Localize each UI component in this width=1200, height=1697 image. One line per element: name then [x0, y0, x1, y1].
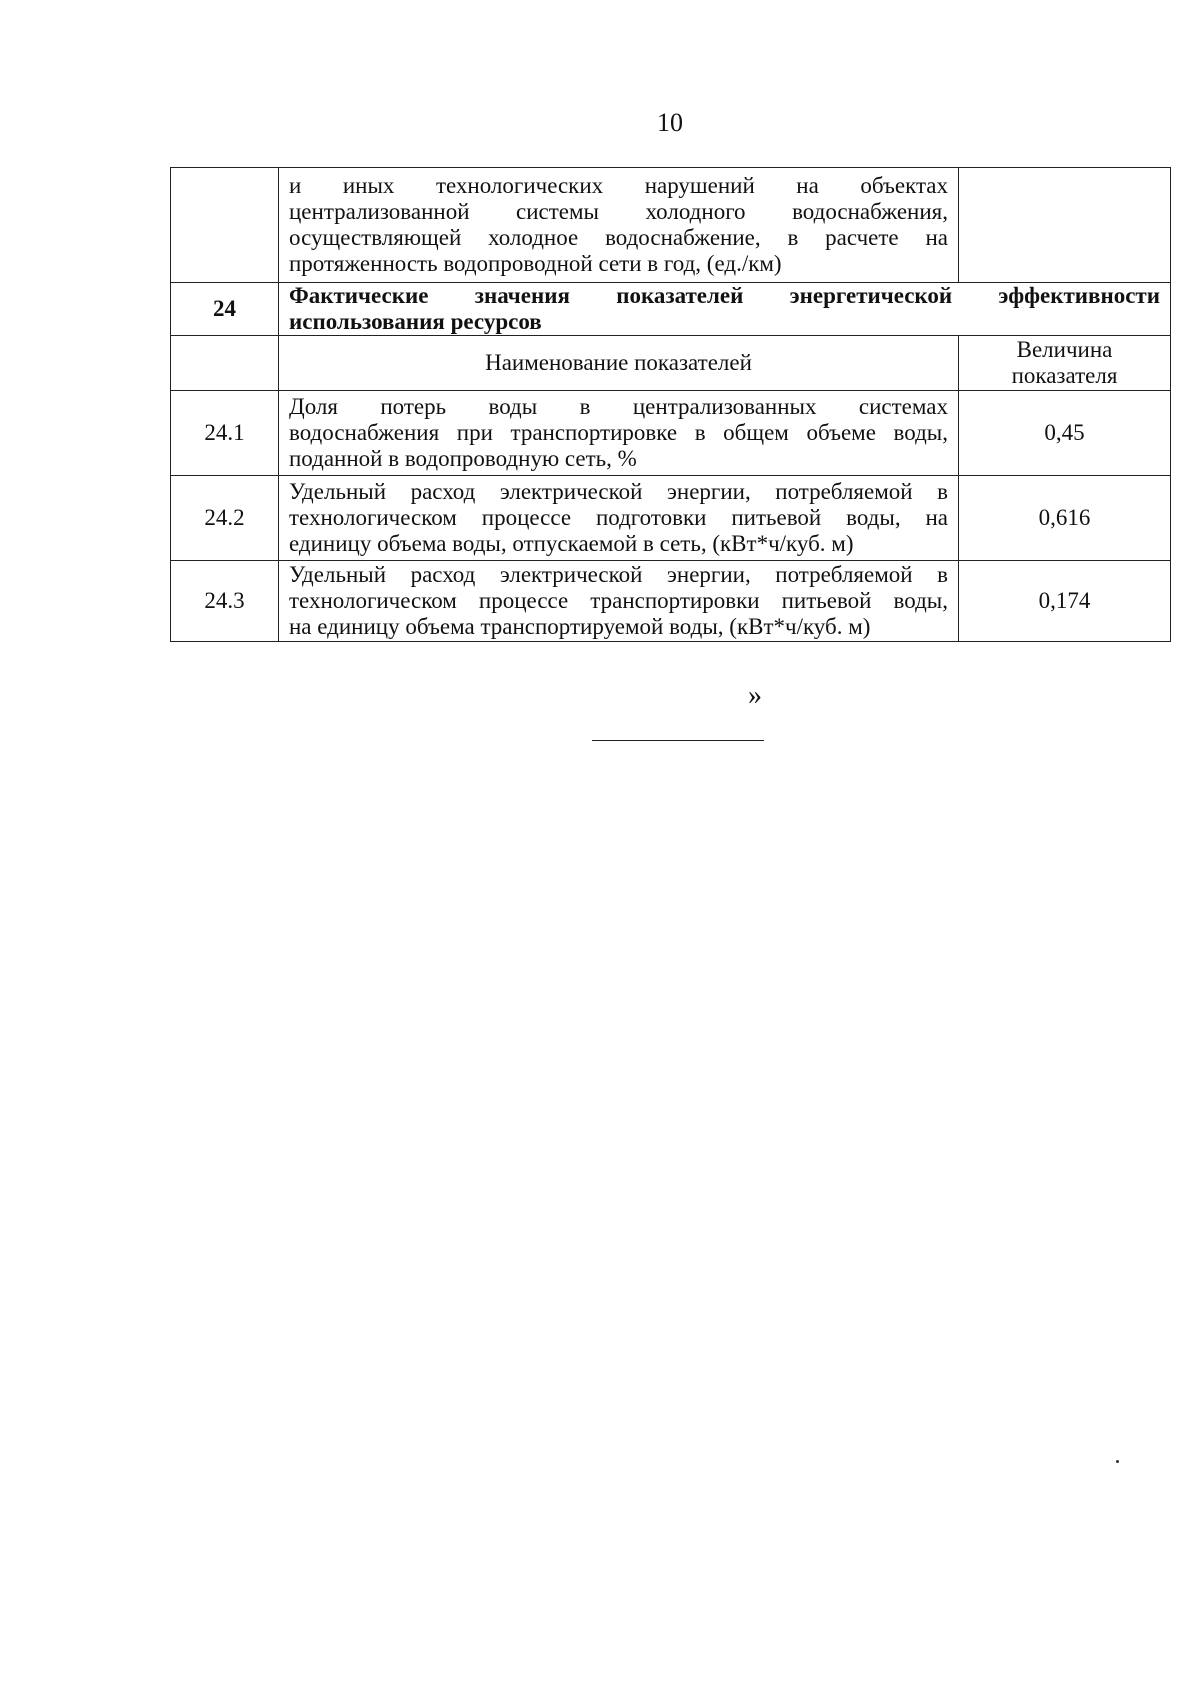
continuation-line: протяженность водопроводной сети в год, (ед./км) [289, 251, 782, 276]
continuation-value-cell [959, 168, 1171, 283]
row-description-line: водоснабжения при транспортировке в общем объеме воды, [289, 420, 948, 445]
indicators-table [170, 167, 1171, 642]
section-title-line: использования ресурсов [289, 309, 542, 334]
table-row [171, 476, 1171, 561]
row-description [279, 476, 959, 561]
header-value-line: показателя [1011, 363, 1118, 388]
header-name-cell: Наименование показателей [279, 336, 959, 391]
section-row [171, 283, 1171, 336]
row-description-line: Удельный расход электрической энергии, потребляемой в [289, 562, 948, 587]
header-value-cell [959, 336, 1171, 391]
page-number: 10 [657, 108, 683, 137]
continuation-line: и иных технологических нарушений на объектах [289, 173, 948, 198]
row-description-line: поданной в водопроводную сеть, % [289, 446, 637, 471]
table-row [171, 561, 1171, 642]
row-number: 24.1 [171, 391, 279, 476]
scan-speck [1116, 1460, 1119, 1463]
continuation-row [171, 168, 1171, 283]
row-description [279, 391, 959, 476]
closing-quote: » [748, 680, 762, 711]
row-value: 0,616 [959, 476, 1171, 561]
section-title-line: Фактические значения показателей энергетической эффективности [289, 283, 1160, 308]
row-description-line: технологическом процессе транспортировки питьевой воды, [289, 588, 948, 613]
row-description-line: на единицу объема транспортируемой воды, (кВт*ч/куб. м) [289, 614, 871, 639]
continuation-line: осуществляющей холодное водоснабжение, в расчете на [289, 225, 948, 250]
row-description [279, 561, 959, 642]
column-header-row [171, 336, 1171, 391]
table-row [171, 391, 1171, 476]
row-number: 24.2 [171, 476, 279, 561]
header-number-cell [171, 336, 279, 391]
continuation-line: централизованной системы холодного водоснабжения, [289, 199, 948, 224]
row-number: 24.3 [171, 561, 279, 642]
row-value: 0,45 [959, 391, 1171, 476]
end-divider [592, 740, 764, 741]
row-description-line: Доля потерь воды в централизованных системах [289, 394, 948, 419]
section-title-cell [279, 283, 1171, 336]
header-value-line: Величина [1016, 337, 1113, 362]
continuation-number-cell [171, 168, 279, 283]
continuation-description-cell [279, 168, 959, 283]
row-description-line: Удельный расход электрической энергии, потребляемой в [289, 479, 948, 504]
row-value: 0,174 [959, 561, 1171, 642]
row-description-line: технологическом процессе подготовки питьевой воды, на [289, 505, 948, 530]
row-description-line: единицу объема воды, отпускаемой в сеть, (кВт*ч/куб. м) [289, 531, 854, 556]
section-number: 24 [171, 283, 279, 336]
